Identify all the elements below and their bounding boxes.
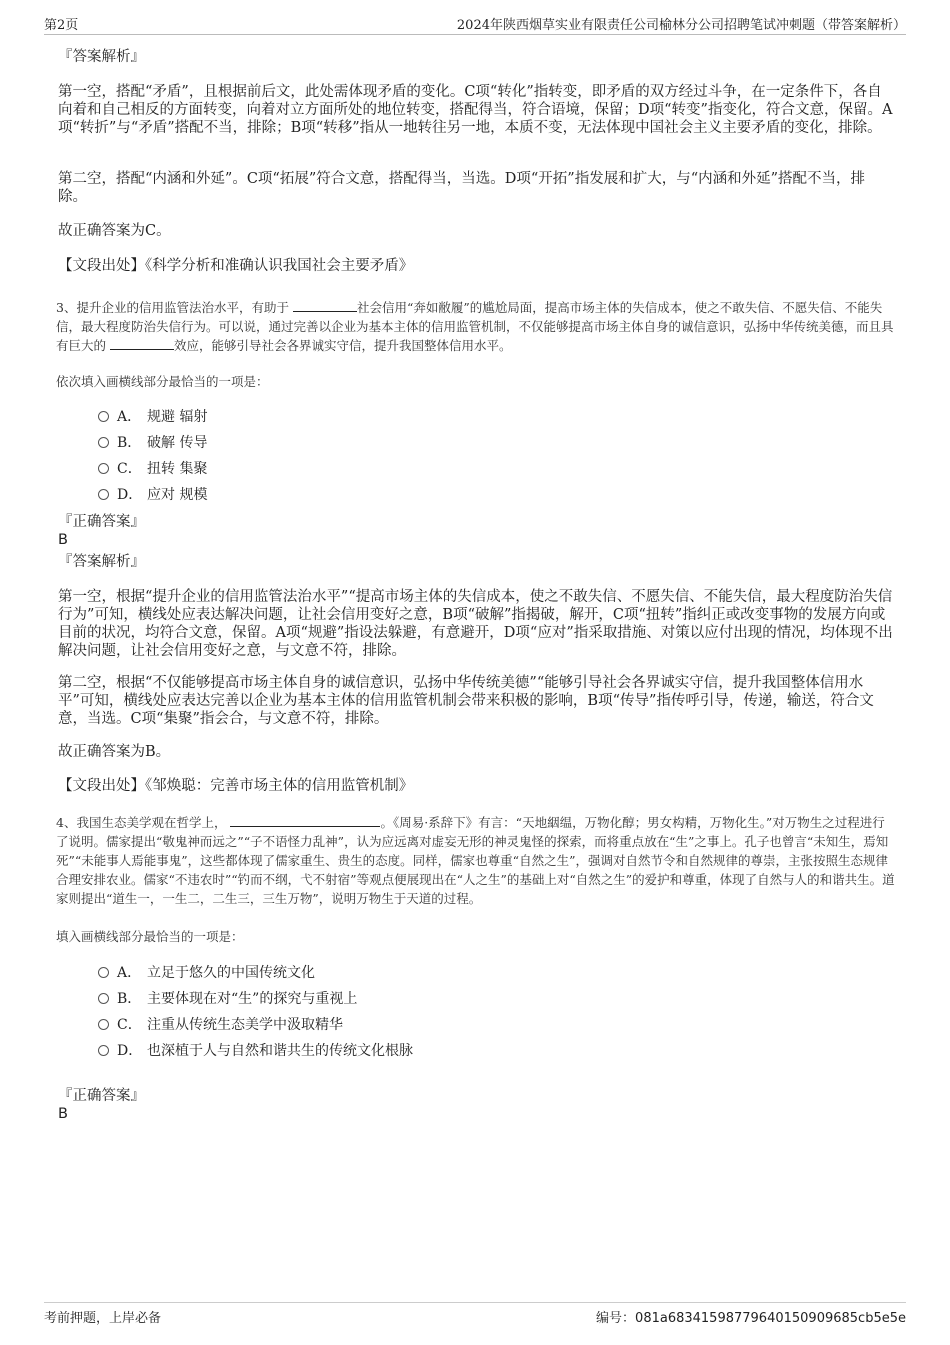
q3-analysis-p2: 第二空，根据“不仅能够提高市场主体自身的诚信意识，弘扬中华传统美德”“能够引导社会各界诚实守信，提升我国整体信用水平”可知，横线处应表达完善以企业为基本主体的信用监管机制会带来积极的影响，B项“传导”指传呼引导，传递，输送，符合文意，当选。C项“集聚”指会合，与文意不符，排除。 xyxy=(58,675,874,727)
radio-icon[interactable] xyxy=(98,489,109,500)
q3-analysis-p1: 第一空，根据“提升企业的信用监管法治水平”“提高市场主体的失信成本，使之不敢失信、不愿失信、不能失信，最大程度防治失信行为”可知，横线处应表达解决问题，让社会信用变好之意，B项“破解”指揭破，解开，C项“扭转”指纠正或改变事物的发展方向或目前的状况，均符合文意，保留。A项“规避”指设法躲避，有意避开，D项“应对”指采取措施、对策以应付出现的情况，均体现不出解决问题，让社会信用变好之意，与文意不符，排除。 xyxy=(58,589,893,659)
q4-blank xyxy=(230,814,380,827)
q3-answer: B xyxy=(58,532,68,548)
q2-analysis-p2: 第二空，搭配“内涵和外延”。C项“拓展”符合文意，搭配得当，当选。D项“开拓”指发展和扩大，与“内涵和外延”搭配不当，排除。 xyxy=(58,171,866,205)
radio-icon[interactable] xyxy=(98,1019,109,1030)
footer-slogan: 考前押题，上岸必备 xyxy=(44,1311,162,1326)
q3-blank-2 xyxy=(110,337,174,350)
radio-icon[interactable] xyxy=(98,437,109,448)
q3-option-a[interactable]: A． 规避 辐射 xyxy=(98,408,207,426)
q3-instruction: 依次填入画横线部分最恰当的一项是： xyxy=(56,374,269,389)
q3-option-d[interactable]: D． 应对 规模 xyxy=(98,486,207,504)
radio-icon[interactable] xyxy=(98,463,109,474)
document-code: 编号：081a68341598779640150909685cb5e5e xyxy=(596,1311,906,1326)
radio-icon[interactable] xyxy=(98,411,109,422)
q3-option-c[interactable]: C． 扭转 集聚 xyxy=(98,460,207,478)
q4-option-b[interactable]: B． 主要体现在对“生”的探究与重视上 xyxy=(98,990,357,1008)
radio-icon[interactable] xyxy=(98,967,109,978)
q3-conclusion: 故正确答案为B。 xyxy=(58,744,171,760)
q4-answer-label: 『正确答案』 xyxy=(58,1088,145,1104)
q2-analysis-label: 『答案解析』 xyxy=(58,49,145,65)
q4-option-d[interactable]: D． 也深植于人与自然和谐共生的传统文化根脉 xyxy=(98,1042,413,1060)
page-number: 第2页 xyxy=(44,18,79,33)
q3-option-b[interactable]: B． 破解 传导 xyxy=(98,434,207,452)
q4-answer: B xyxy=(58,1106,68,1122)
q4-instruction: 填入画横线部分最恰当的一项是： xyxy=(56,929,244,944)
q3-blank-1 xyxy=(293,299,357,312)
q3-answer-label: 『正确答案』 xyxy=(58,514,145,530)
q2-analysis-p1: 第一空，搭配“矛盾”，且根据前后文，此处需体现矛盾的变化。C项“转化”指转变，即矛盾的双方经过斗争，在一定条件下，各自向着和自己相反的方面转变，向着对立方面所处的地位转变，搭配得当，符合语境，保留；D项“转变”指变化，符合文意，保留。A项“转折”与“矛盾”搭配不当，排除；B项“转移”指从一地转往另一地，本质不变，无法体现中国社会主义主要矛盾的变化，排除。 xyxy=(58,84,893,136)
q2-conclusion: 故正确答案为C。 xyxy=(58,223,171,239)
q3-analysis-label: 『答案解析』 xyxy=(58,554,145,570)
page-footer xyxy=(44,1302,906,1329)
radio-icon[interactable] xyxy=(98,1045,109,1056)
q4-option-a[interactable]: A． 立足于悠久的中国传统文化 xyxy=(98,964,315,982)
q3-source: 【文段出处】《邹焕聪：完善市场主体的信用监管机制》 xyxy=(58,778,414,794)
q4-stem: 4、我国生态美学观在哲学上， 。《周易·系辞下》有言：“天地絪缊，万物化醇；男女构精，万物化生。”对万物生之过程进行了说明。儒家提出“敬鬼神而远之”“子不语怪力乱神”，认为应远离对虚妄无形的神灵鬼怪的探索，而将重点放在“生”之事上。孔子也曾言“未知生，焉知死”“未能事人焉能事鬼”，这些都体现了儒家重生、贵生的态度。同样，儒家也尊重“自然之生”，强调对自然节令和自然规律的尊崇，主张按照生态规律合理安排农业。儒家“不违农时”“钓而不纲，弋不射宿”等观点便展现出在“人之生”的基础上对“自然之生”的爱护和尊重，体现了自然与人的和谐共生。道家则提出“道生一，一生二，二生三，三生万物”，说明万物生于天道的过程。 xyxy=(56,815,895,906)
q4-option-c[interactable]: C． 注重从传统生态美学中汲取精华 xyxy=(98,1016,343,1034)
radio-icon[interactable] xyxy=(98,993,109,1004)
document-title: 2024年陕西烟草实业有限责任公司榆林分公司招聘笔试冲刺题（带答案解析） xyxy=(456,18,906,33)
q3-stem: 3、提升企业的信用监管法治水平，有助于 社会信用“奔如敝履”的尴尬局面，提高市场主体的失信成本，使之不敢失信、不愿失信、不能失信，最大程度防治失信行为。可以说，通过完善以企业为基本主体的信用监管机制，不仅能够提高市场主体自身的诚信意识，弘扬中华传统美德，而且具有巨大的 效应，能够引导社会各界诚实守信，提升我国整体信用水平。 xyxy=(56,300,894,353)
q2-source: 【文段出处】《科学分析和准确认识我国社会主要矛盾》 xyxy=(58,258,414,274)
page-header xyxy=(44,14,906,35)
